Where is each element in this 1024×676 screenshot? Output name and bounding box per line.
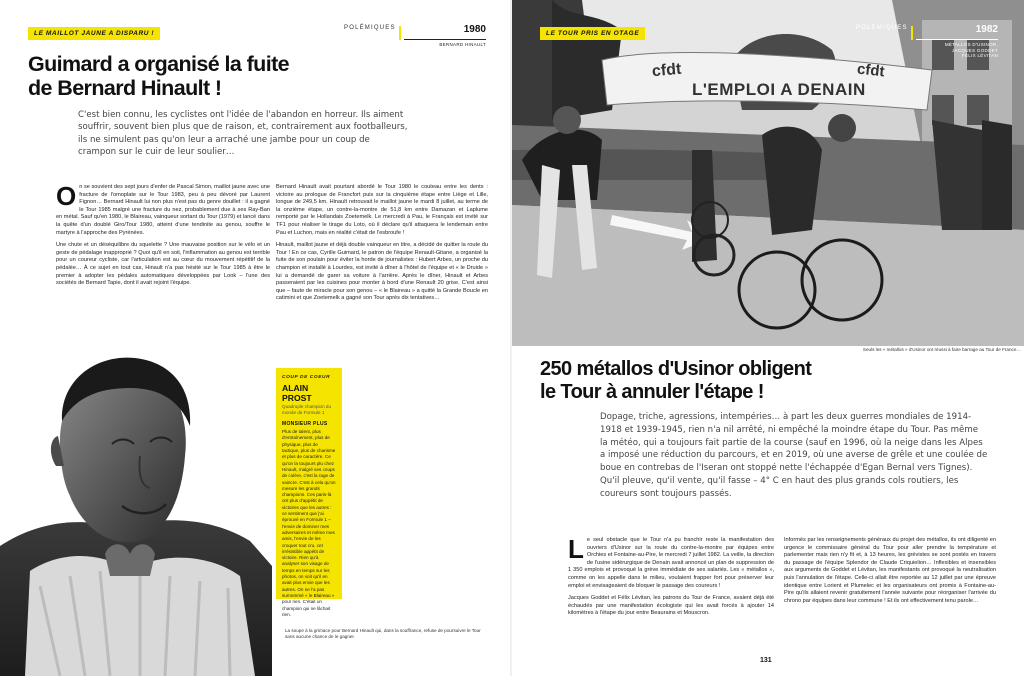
year-rule-right (916, 39, 998, 40)
headline-left (28, 52, 289, 100)
banner-text-1: cfdt (651, 60, 682, 81)
sidebar-box (276, 368, 342, 617)
box-text: Plus de talent, plus d'entraînement, plus de physique, plus de tactique, plus de charisme et plus de caractère. Ce qu'on la toujours plu chez Hinault, malgré ses coups de colère, c'est la rage de vaincre. C'est à cela qu'on mesure les grands champions. Ces paris-là ont plus d'appétit de victoires que les autres : ce sentiment que j'ai éprouvé en Formule 1 – l'envie de dominer mes adversaires et même mes amis, l'envie de les croquer tout cru, cet irrésistible appétit de victoire. Rien qu'à analyser son visage de temps en temps sur les photos, on voit qu'il en avait plus envie que les autres. On ne l'a pas surnommé « le Blaireau » pour rien. C'était un champion qui ne lâchait rien. (282, 429, 336, 617)
photo-caption-right: Seuls les « métallos » d'Usinor ont réussi à faire barrage au Tour de France… (862, 347, 1021, 352)
rubric-left: POLÉMIQUES (344, 25, 396, 31)
text-column-right-1 (568, 534, 774, 623)
headline-left-line-2: de Bernard Hinault ! (28, 76, 222, 100)
paragraph: Hinault, maillot jaune et déjà double vainqueur en titre, a décidé de quitter la route du Tour ! En ce cas, Cyrille Guimard, le patron de l'équipe Renault-Gitane, a organisé la fuite de son poulain pour éviter la horde de journalistes : Hubert Arbes, un proche du champion et installé à Lourdes, est invité à dîner à l'hôtel de l'équipe et « le Druide » lui a demandé de garer sa voiture à l'arrière. Après le dîner, Hinault et Arbes passeraient par les cuisines pour monter à bord d'une Renault 20 grise. C'est ainsi que – faute de miracle pour son genou – « le Blaireau » a quitté la Grande Boucle en catimini et que Zoetemelk a gagné son Tour après dix tentatives… (276, 242, 488, 302)
hinault-photo (0, 326, 272, 676)
year-subtitle-left: BERNARD HINAULT (439, 42, 486, 47)
box-role: Quadruple champion du monde de Formule 1 (282, 404, 332, 415)
year-subtitle-right (916, 42, 998, 59)
dropcap-left: O (56, 181, 77, 211)
page-number: 131 (760, 657, 772, 664)
headline-right (540, 358, 811, 404)
year-subtitle-line: JACQUES GODDET (952, 47, 998, 53)
headline-left-line-1: Guimard a organisé la fuite (28, 52, 289, 76)
text-column-left-1 (56, 181, 270, 293)
year-bar-left (399, 26, 401, 40)
text-column-left-2 (276, 184, 488, 308)
banner-text-3: L'EMPLOI A DENAIN (692, 80, 866, 99)
hinault-photo-art (0, 326, 272, 676)
year-subtitle-line: MÉTALLOS D'USINOR, (944, 42, 998, 47)
rubric-right: POLÉMIQUES (856, 25, 908, 31)
dropcap-right: L (568, 534, 584, 564)
year-right: 1982 (975, 24, 998, 35)
year-bar-right (911, 26, 913, 40)
box-subtitle: MONSIEUR PLUS (282, 421, 328, 428)
box-name: ALAIN PROST (282, 383, 312, 403)
paragraph: Jacques Goddet et Félix Lévitan, les patrons du Tour de France, avaient déjà été échaudés par une manifestation écologiste qui les avait forcés à ajouter 14 kilomètres à l'étape du jour entre Beaurains et Mouscron. (568, 595, 774, 617)
headline-right-line-2: le Tour à annuler l'étape ! (540, 381, 764, 403)
headline-right-line-1: 250 métallos d'Usinor obligent (540, 358, 812, 380)
box-kicker: COUP DE COEUR (282, 375, 331, 380)
right-page (512, 0, 1024, 676)
section-tag-right: LE TOUR PRIS EN OTAGE (540, 27, 645, 40)
text-column-right-2 (784, 537, 996, 610)
section-tag-left: LE MAILLOT JAUNE A DISPARU ! (28, 27, 160, 40)
photo-caption-left: La soupe à la grimace pour Bernard Hinault qui, dans la souffrance, refuse de poursuivre le Tour sans aucune chance de le gagner. (285, 628, 481, 639)
paragraph: Une chute et un déséquilibre du squelette ? Une mauvaise position sur le vélo et un geste de pédalage inapproprié ? Quoi qu'il en soit, l'inflammation au genou est terrible pour un coureur cycliste, car l'articulation est au cœur du mouvement répétitif de la pédalée… À ce sujet en tout cas, Hinault n'a pas hésité sur le Tour 1985 à être le premier à adopter les pédales automatiques développées par Look – l'une des sociétés de Bernard Tapie, dont il avait rejoint l'équipe. (56, 242, 270, 287)
year-rule-left (404, 39, 486, 40)
paragraph: Bernard Hinault avait pourtant abordé le Tour 1980 le couteau entre les dents : victoire au prologue de Francfort puis sur la cinquième étape entre Liège et Lille, longue de 249,5 km. Hinault retrouvait le maillot jaune le mardi 8 juillet, au terme de la onzième étape, un contre-la-montre de 51,8 km entre Damazan et Laplume remporté par le Hollandais Zoetemelk. Le mercredi à Pau, le Français est invité sur TF1 pour réaliser le tirage du Loto, où il déclare qu'il attaquera le lendemain entre Pau et Luchon, mais en réalité c'était de l'esbroufe ! (276, 184, 488, 236)
year-left: 1980 (463, 24, 486, 35)
paragraph: Informés par les renseignements généraux du projet des métallos, ils ont diligenté en urgence le commissaire général du Tour pour aller prendre la température et parlementer mais rien n'y fit et, à 13 heures, les grévistes se sont postés en travers du passage de l'équipe Splendor de Claude Criquielion… Inflexibles et insensibles aux arguments de Goddet et Lévitan, les manifestants ont provoqué la neutralisation puis l'annulation de l'étape. Celle-ci allait être reportée au 12 juillet par une épreuve identique entre Lorient et Plumelec et les organisateurs ont promis à Fontaine-au-Pire qu'ils allaient revenir gratuitement l'année suivante pour réorganiser l'arrivée du chrono par équipes dans leur commune ! Et ils ont effectivement tenu parole… (784, 537, 996, 604)
paragraph: n se souvient des sept jours d'enfer de Pascal Simon, maillot jaune avec une fracture de l'omoplate sur le Tour 1983, peu à peu dévoré par Laurent Fignon… Bernard Hinault lui non plus n'est pas du genre douillet : il a gagné le Tour 1985 malgré une fracture du nez, probablement due à ses Ray-Ban en métal. Sauf qu'en 1980, le Blaireau, vainqueur sortant du Tour (1979) et lancé dans la quête d'un doublé Giro/Tour 1980, atteint d'une tendinite au genou, souffre le martyre à l'approche des Pyrénées. (56, 184, 270, 236)
banner-text-2: cfdt (856, 60, 886, 81)
year-subtitle-line: FÉLIX LÉVITAN (961, 53, 998, 58)
paragraph: e seul obstacle que le Tour n'a pu franchir reste la manifestation des ouvriers d'Usinor sur la route du contre-la-montre par équipes entre Orchies et Fontaine-au-Pire, le mercredi 7 juillet 1982. La veille, la direction de l'usine sidérurgique de Denain avait annoncé un plan de suppression de 1 350 emplois et provoqué la grève immédiate de ses salariés. Les « métallos », comme on les appelle dans le milieu, voulaient frapper fort pour préserver leur emploi et envisageaient de bloquer le passage des coureurs ! (568, 537, 774, 589)
chapo-left: C'est bien connu, les cyclistes ont l'idée de l'abandon en horreur. Ils aiment souffrir, souvent bien plus que de raison, et, contrairement aux footballeurs, ils ne simulent pas qu'on leur a arraché une jambe pour un coup de crampon sur le cuir de leur soulier… (78, 110, 408, 157)
chapo-right: Dopage, triche, agressions, intempéries… à part les deux guerres mondiales de 1914-1918 et 1939-1945, rien n'a nil arrêté, ni empêché la moindre étape du Tour. Pas même la météo, qui a toujours fait partie de la course (sauf en 1996, où la neige dans les Alpes a imposé une réduction du parcours, et en 2019, où une averse de grêle et une coulée de boue en contrebas de l'Iseran ont stoppé nette l'échappée d'Egan Bernal vers Tignes). Qu'il pleuve, qu'il vente, qu'il fasse – 4° C en haut des plus grands cols routiers, les coureurs sont toujours passés. (600, 412, 988, 499)
